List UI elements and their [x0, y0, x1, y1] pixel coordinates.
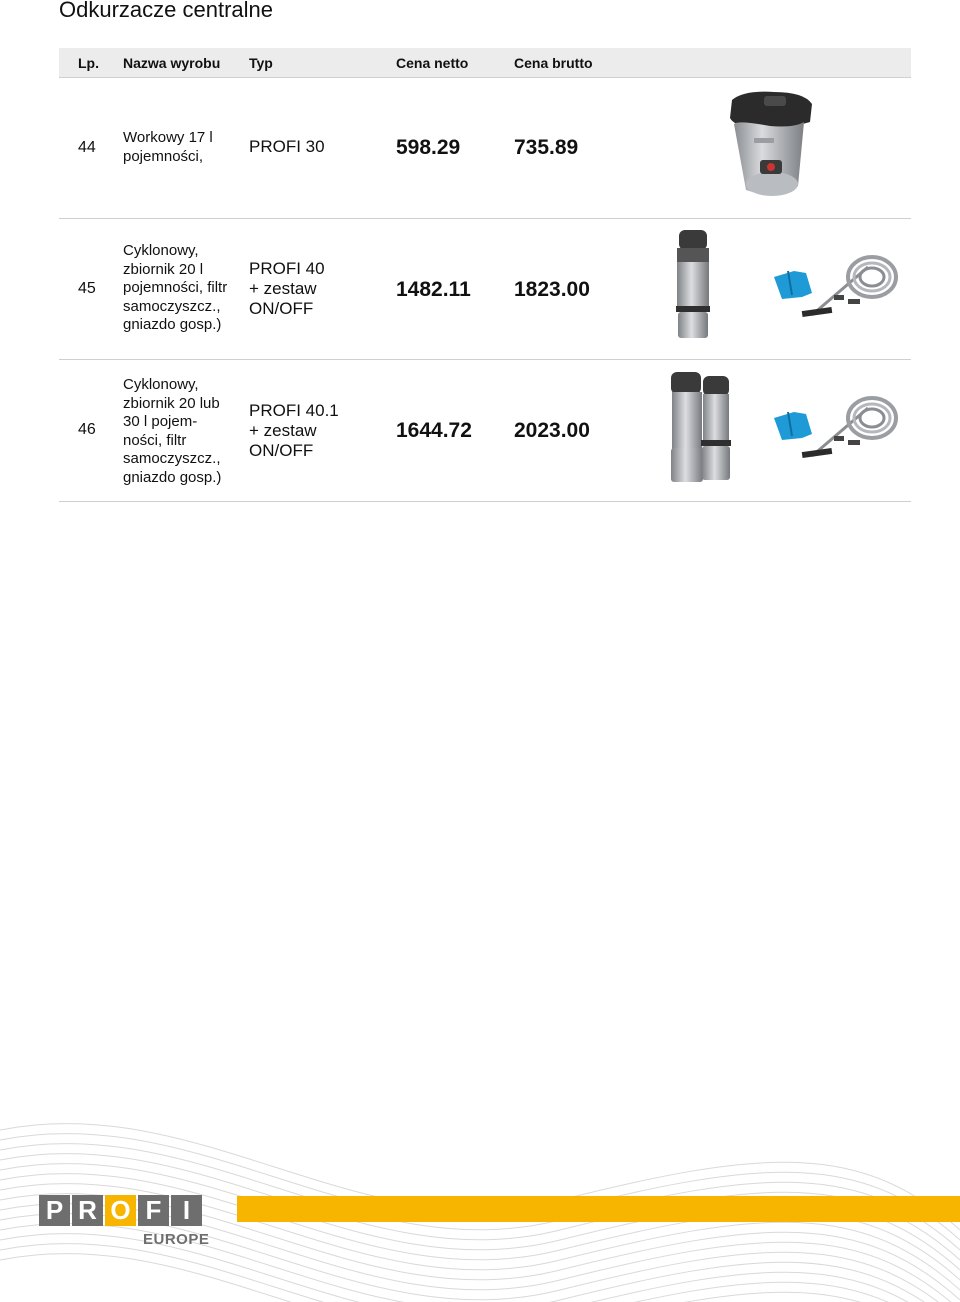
- product-image-profi40: [673, 230, 715, 342]
- row-netto: 1644.72: [396, 419, 472, 442]
- row-name: [123, 242, 243, 335]
- logo-letter: R: [72, 1195, 103, 1226]
- page-title: Odkurzacze centralne: [59, 0, 273, 22]
- name-line: pojemności,: [123, 147, 204, 165]
- row-brutto: 735.89: [514, 136, 579, 159]
- logo-letter: O: [105, 1195, 136, 1226]
- header-name: Nazwa wyrobu: [123, 55, 221, 71]
- logo-letter: I: [171, 1195, 202, 1226]
- row-netto: 598.29: [396, 136, 461, 159]
- header-lp: Lp.: [78, 55, 99, 71]
- typ-line: + zestaw: [249, 279, 317, 298]
- product-image-profi40-1: [669, 372, 735, 484]
- row-brutto: 1823.00: [514, 278, 590, 301]
- row-lp: 46: [78, 421, 96, 438]
- table-row: [59, 78, 911, 219]
- row-name: [123, 129, 243, 166]
- footer-accent-bar: [237, 1196, 960, 1222]
- header-netto: Cena netto: [396, 55, 469, 71]
- typ-line: ON/OFF: [249, 299, 314, 318]
- row-typ: [249, 137, 325, 157]
- table-header: [59, 48, 911, 78]
- typ-line: PROFI 40: [249, 259, 325, 278]
- table-row: [59, 360, 911, 502]
- header-brutto: Cena brutto: [514, 55, 593, 71]
- typ-line: PROFI 40.1: [249, 401, 339, 420]
- name-line: zbiornik 20 lub: [123, 394, 220, 412]
- price-table: [59, 48, 911, 502]
- row-typ: [249, 401, 339, 461]
- typ-line: + zestaw: [249, 421, 317, 440]
- table-row: [59, 219, 911, 360]
- name-line: 30 l pojem-: [123, 413, 198, 430]
- accessory-kit-image: [772, 390, 902, 462]
- row-name: [123, 376, 243, 487]
- typ-line: ON/OFF: [249, 441, 314, 460]
- name-line: Cyklonowy,: [123, 376, 199, 393]
- name-line: ności, filtr: [123, 431, 187, 449]
- name-line: Workowy 17 l: [123, 129, 213, 146]
- name-line: gniazdo gosp.): [123, 468, 222, 486]
- row-lp: 45: [78, 280, 96, 297]
- name-line: samoczyszcz.,: [123, 450, 221, 467]
- logo-letter: F: [138, 1195, 169, 1226]
- name-line: Cyklonowy,: [123, 242, 199, 259]
- name-line: pojemności, filtr: [123, 279, 228, 296]
- product-image-profi30: [724, 90, 816, 202]
- name-line: zbiornik 20 l: [123, 260, 204, 278]
- row-brutto: 2023.00: [514, 419, 590, 442]
- logo-europe-text: EUROPE: [143, 1231, 210, 1248]
- typ-line: PROFI 30: [249, 137, 325, 156]
- logo-letter: P: [39, 1195, 70, 1226]
- name-line: samoczyszcz.,: [123, 297, 221, 315]
- name-line: gniazdo gosp.): [123, 316, 222, 333]
- accessory-kit-image: [772, 249, 902, 321]
- row-typ: [249, 259, 325, 319]
- row-lp: 44: [78, 139, 96, 156]
- row-netto: 1482.11: [396, 278, 471, 301]
- header-typ: Typ: [249, 55, 273, 71]
